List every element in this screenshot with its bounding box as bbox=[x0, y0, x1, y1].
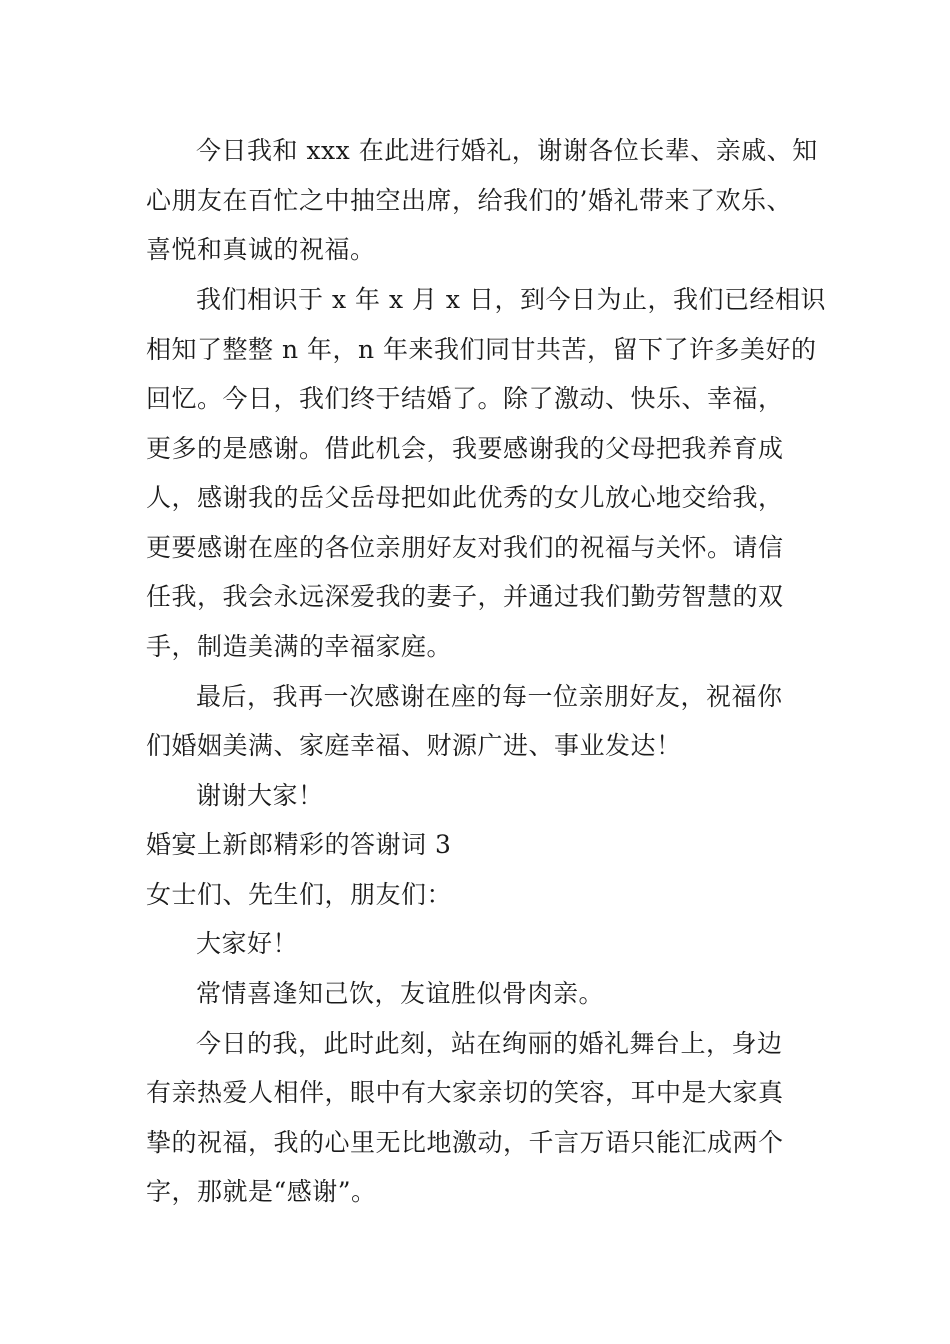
paragraph-line: 喜悦和真诚的祝福。 bbox=[146, 235, 376, 264]
paragraph-line: 今日我和 xxx 在此进行婚礼，谢谢各位长辈、亲戚、知 bbox=[196, 136, 818, 165]
section-title: 婚宴上新郎精彩的答谢词 3 bbox=[146, 830, 452, 859]
salutation-line: 女士们、先生们，朋友们： bbox=[146, 880, 453, 909]
paragraph-line: 回忆。今日，我们终于结婚了。除了激动、快乐、幸福， bbox=[146, 384, 784, 413]
paragraph-line: 心朋友在百忙之中抽空出席，给我们的’婚礼带来了欢乐、 bbox=[146, 186, 792, 215]
paragraph-line: 任我，我会永远深爱我的妻子，并通过我们勤劳智慧的双 bbox=[146, 582, 784, 611]
paragraph-line: 挚的祝福，我的心里无比地激动，千言万语只能汇成两个 bbox=[146, 1128, 784, 1157]
paragraph-line: 最后，我再一次感谢在座的每一位亲朋好友，祝福你 bbox=[196, 682, 783, 711]
paragraph-line: 更多的是感谢。借此机会，我要感谢我的父母把我养育成 bbox=[146, 434, 784, 463]
paragraph-line: 们婚姻美满、家庭幸福、财源广进、事业发达！ bbox=[146, 731, 682, 760]
paragraph-line: 手，制造美满的幸福家庭。 bbox=[146, 632, 453, 661]
paragraph-line: 人，感谢我的岳父岳母把如此优秀的女儿放心地交给我， bbox=[146, 483, 784, 512]
paragraph-line: 相知了整整 n 年，n 年来我们同甘共苦，留下了许多美好的 bbox=[146, 335, 817, 364]
paragraph-line: 字，那就是“感谢”。 bbox=[146, 1177, 377, 1206]
paragraph-line: 更要感谢在座的各位亲朋好友对我们的祝福与关怀。请信 bbox=[146, 533, 784, 562]
paragraph-line: 我们相识于 x 年 x 月 x 日，到今日为止，我们已经相识 bbox=[196, 285, 826, 314]
paragraph-line: 今日的我，此时此刻，站在绚丽的婚礼舞台上，身边 bbox=[196, 1029, 783, 1058]
paragraph-line: 大家好！ bbox=[196, 929, 299, 958]
paragraph-line: 常情喜逢知己饮，友谊胜似骨肉亲。 bbox=[196, 979, 605, 1008]
paragraph-line: 有亲热爱人相伴，眼中有大家亲切的笑容，耳中是大家真 bbox=[146, 1078, 784, 1107]
paragraph-line: 谢谢大家！ bbox=[196, 781, 324, 810]
